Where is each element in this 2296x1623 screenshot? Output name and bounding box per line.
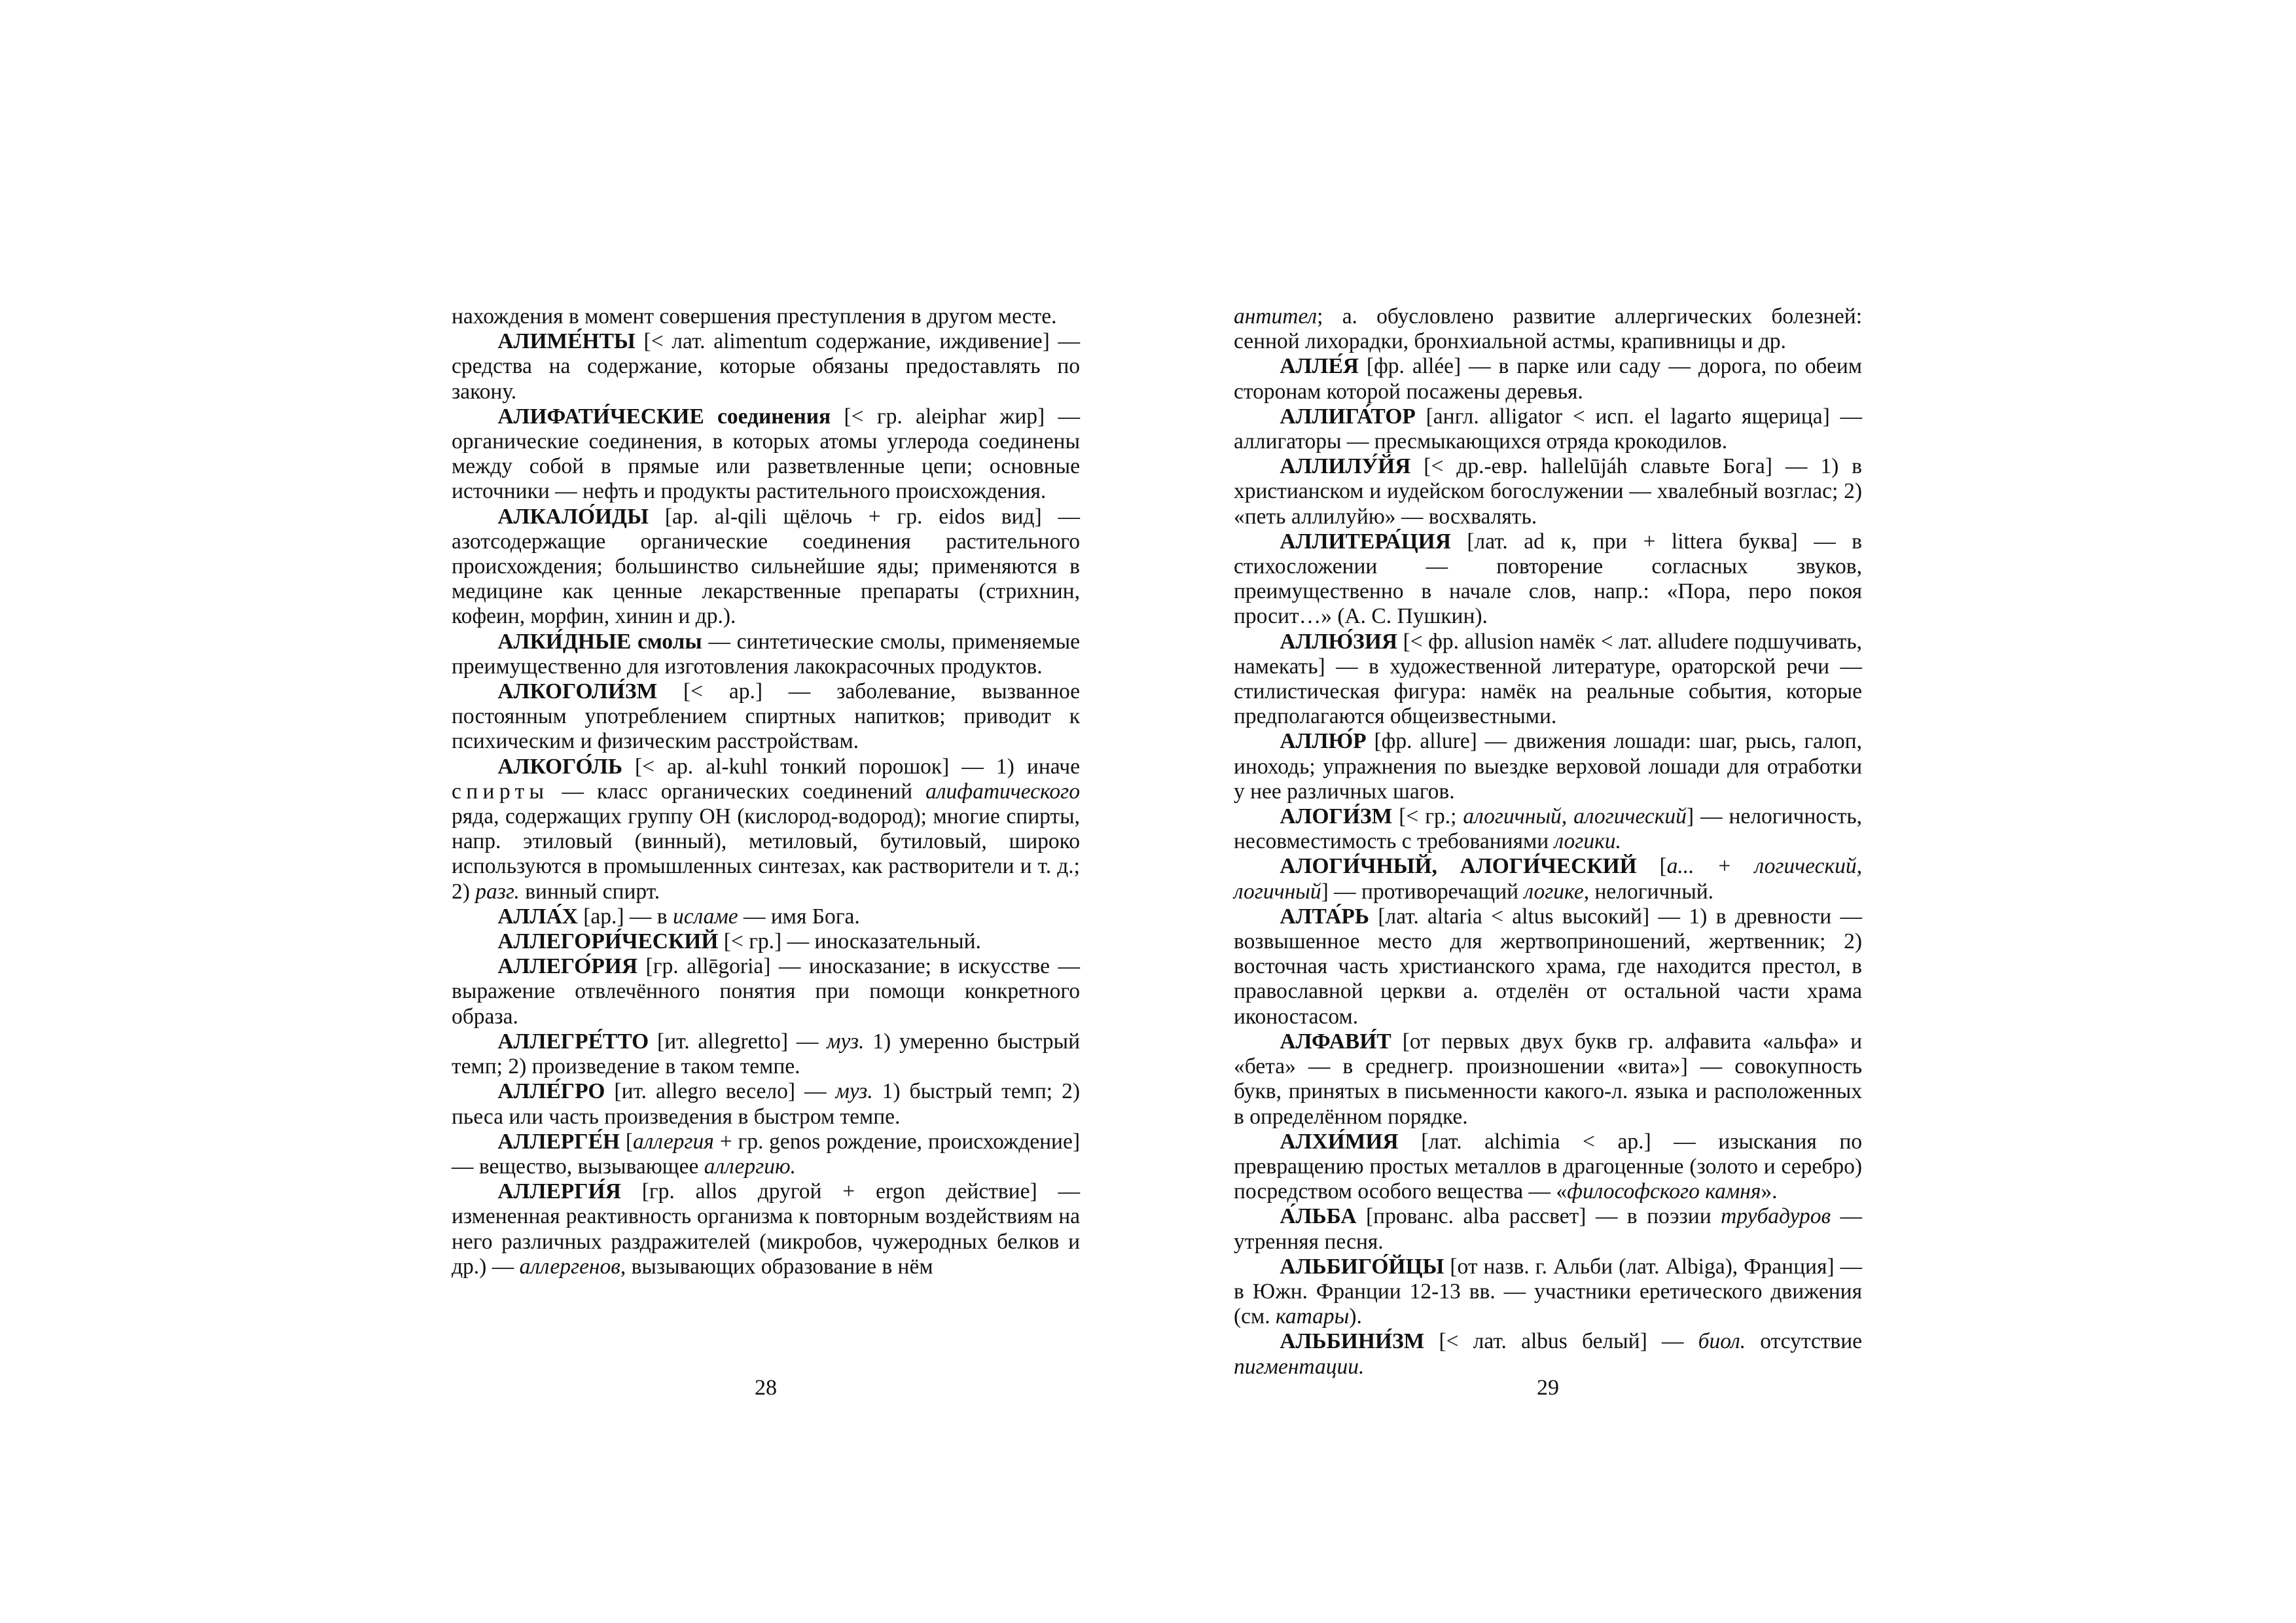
dictionary-entry	[1234, 454, 1862, 529]
entry-text: 1) умеренно быстрый темп; 2) произведение в таком темпе.	[452, 1029, 1080, 1079]
dictionary-entry	[452, 679, 1080, 755]
italic-text: трубадуров	[1721, 1204, 1831, 1229]
headword: АЛИФАТИ́ЧЕСКИЕ соединения	[497, 404, 831, 429]
entry-text: , нелогичный.	[1583, 879, 1714, 904]
entry-text: ).	[1349, 1304, 1362, 1329]
headword: АЛЛЕГРЕ́ТТО	[497, 1029, 649, 1054]
dictionary-entry	[1234, 1029, 1862, 1130]
right-page-text	[1234, 304, 1862, 1380]
headword: АЛТА́РЬ	[1280, 904, 1369, 929]
headword: АЛЛЕГОРИ́ЧЕСКИЙ	[497, 929, 719, 954]
entry-text: 1) быстрый темп; 2) пьеса или часть произведения в быстром темпе.	[452, 1079, 1080, 1129]
spaced-text: спирты	[452, 779, 549, 804]
dictionary-entry	[452, 929, 1080, 954]
dictionary-entry	[452, 630, 1080, 679]
entry-text: [< гр.;	[1392, 804, 1463, 829]
dictionary-entry	[1234, 854, 1862, 904]
headword: АЛИМЕ́НТЫ	[497, 329, 636, 354]
italic-text: алогичный, алогический	[1463, 804, 1687, 829]
entry-text: [фр. allée] — в парке или саду — дорога, по обеим сторонам которой посажены деревья.	[1234, 354, 1862, 404]
headword: АЛЛЮ́Р	[1280, 729, 1367, 754]
italic-text: разг.	[475, 879, 520, 904]
headword: АЛЛЕ́ГРО	[497, 1079, 605, 1104]
entry-text: [< гр.] — иносказательный.	[718, 929, 981, 954]
headword: АЛФАВИ́Т	[1280, 1029, 1391, 1054]
dictionary-entry	[452, 505, 1080, 630]
entry-text: ».	[1761, 1179, 1778, 1204]
dictionary-entry	[452, 329, 1080, 404]
dictionary-entry	[1234, 354, 1862, 404]
entry-continuation	[1234, 304, 1862, 354]
page-number: 29	[1537, 1376, 1559, 1400]
headword: АЛЛЕРГЕ́Н	[497, 1129, 620, 1154]
headword: АЛЛЮ́ЗИЯ	[1280, 629, 1398, 654]
italic-text: аллергию.	[704, 1154, 796, 1179]
entry-text: [< др.-евр. hallelūjáh славьте Бога] — 1) в христианском и иудейском богослужении — хвалебный возглас; 2) «петь аллилуйю» — восхвалять.	[1234, 454, 1862, 529]
headword: АЛЛЕРГИ́Я	[497, 1179, 621, 1204]
dictionary-entry	[452, 1079, 1080, 1129]
headword: АЛЛИТЕРА́ЦИЯ	[1280, 529, 1451, 554]
entry-text: [< ар.] — заболевание, вызванное постоянным употреблением спиртных напитков; приводит к психическим и физическим расстройствам.	[452, 679, 1080, 754]
entry-continuation	[452, 304, 1080, 329]
italic-text: аллергия	[633, 1129, 714, 1154]
entry-text: [лат. ad к, при + littera буква] — в стихосложении — повторение согласных звуков, преимущественно в начале слов, напр.: «Пора, перо покоя просит…» (А. С. Пушкин).	[1234, 529, 1862, 629]
entry-text: [< лат. albus белый] —	[1424, 1329, 1698, 1354]
headword: АЛКАЛО́ИДЫ	[497, 504, 649, 529]
dictionary-entry	[1234, 1204, 1862, 1254]
italic-text: исламе	[672, 904, 738, 929]
dictionary-entry	[452, 404, 1080, 505]
italic-text: муз.	[827, 1029, 865, 1054]
italic-text: муз.	[835, 1079, 873, 1104]
entry-text: [лат. alchimia < ар.] — изыскания по превращению простых металлов в драгоценные (золото и серебро) посредством особого вещества — «	[1234, 1129, 1862, 1204]
dictionary-entry	[1234, 404, 1862, 454]
italic-text: философского камня	[1567, 1179, 1761, 1204]
headword: АЛОГИ́ЗМ	[1280, 804, 1393, 829]
entry-text: — класс органических соединений	[548, 779, 926, 804]
entry-text: [англ. alligator < исп. el lagarto ящерица] — аллигаторы — пресмыкающихся отряда крокодилов.	[1234, 404, 1862, 454]
dictionary-entry	[1234, 729, 1862, 804]
dictionary-entry	[1234, 529, 1862, 630]
dictionary-entry	[452, 954, 1080, 1029]
dictionary-entry	[452, 1179, 1080, 1279]
entry-text: [< гр. aleiphar жир] — органические соединения, в которых атомы углерода соединены между собой в прямые или разветвленные цепи; основные источники — нефть и продукты растительного происхождения.	[452, 404, 1080, 504]
entry-text: [ар.] — в	[577, 904, 673, 929]
headword: АЛОГИ́ЧНЫЙ, АЛОГИ́ЧЕСКИЙ	[1280, 854, 1637, 879]
entry-text: [лат. altaria < altus высокий] — 1) в древности — возвышенное место для жертвоприношений, жертвенник; 2) восточная часть христианского храма, где находится престол, в православной церкви а. отделён от остальной части храма иконостасом.	[1234, 904, 1862, 1029]
entry-text: винный спирт.	[519, 879, 660, 904]
dictionary-entry	[1234, 1255, 1862, 1330]
entry-text: [прованс. alba рассвет] — в поэзии	[1356, 1204, 1721, 1229]
italic-text: аллергенов	[519, 1254, 620, 1279]
dictionary-entry	[1234, 630, 1862, 730]
headword: АЛЛЕ́Я	[1280, 354, 1359, 379]
dictionary-entry	[452, 1029, 1080, 1079]
entry-text: [	[1636, 854, 1667, 879]
entry-text: + гр. genos рождение, происхождение] — вещество, вызывающее	[452, 1129, 1081, 1179]
entry-text: [< лат. alimentum содержание, иждивение] — средства на содержание, которые обязаны предоставлять по закону.	[452, 329, 1080, 404]
entry-text: , вызывающих образование в нём	[620, 1254, 933, 1279]
entry-text: [фр. allure] — движения лошади: шаг, рысь, галоп, иноходь; упражнения по выездке верховой лошади для отработки у нее различных шагов.	[1234, 729, 1862, 804]
entry-text: [< ар. al-kuhl тонкий порошок] — 1) иначе	[622, 754, 1080, 779]
entry-text: — утренняя песня.	[1234, 1204, 1863, 1254]
entry-text: [	[619, 1129, 634, 1154]
headword: АЛЬБИНИ́ЗМ	[1280, 1329, 1425, 1354]
page-number: 28	[755, 1376, 777, 1400]
entry-text: [ит. allegretto] —	[649, 1029, 827, 1054]
headword: АЛКИ́ДНЫЕ смолы	[497, 629, 702, 654]
entry-text: [< фр. allusion намёк < лат. alludere подшучивать, намекать] — в художественной литературе, ораторской речи — стилистическая фигура: намёк на реальные события, которые предполагаются общеизвестными.	[1234, 629, 1862, 729]
italic-text: логики.	[1554, 829, 1621, 854]
entry-text: [от первых двух букв гр. алфавита «альфа» и «бета» — в среднегр. произношении «вита»] — совокупность букв, принятых в письменности какого-л. языка и расположенных в определённом порядке.	[1234, 1029, 1862, 1129]
italic-text: а... + логический, логичный	[1234, 854, 1862, 904]
headword: АЛХИ́МИЯ	[1280, 1129, 1399, 1154]
entry-text: ; а. обусловлено развитие аллергических болезней: сенной лихорадки, бронхиальной астмы, крапивницы и др.	[1234, 304, 1862, 354]
dictionary-entry	[1234, 904, 1862, 1029]
left-page	[452, 304, 1080, 1417]
dictionary-entry	[1234, 1329, 1862, 1379]
entry-text: [ар. al-qili щёлочь + гр. eidos вид] — азотсодержащие органические соединения растительного происхождения; большинство сильнейшие яды; применяются в медицине как ценные лекарственные препараты (стрихнин, кофеин, морфин, хинин и др.).	[452, 504, 1080, 629]
entry-text: [гр. allēgoria] — иносказание; в искусстве — выражение отвлечённого понятия при помощи конкретного образа.	[452, 954, 1080, 1029]
headword: АЛЛИЛУ́ЙЯ	[1280, 454, 1411, 479]
dictionary-entry	[1234, 1130, 1862, 1205]
entry-text: ] — нелогичность, несовместимость с требованиями	[1234, 804, 1862, 854]
italic-text: антител	[1234, 304, 1318, 329]
headword: АЛЛЕГО́РИЯ	[497, 954, 638, 979]
dictionary-entry	[452, 1130, 1080, 1179]
dictionary-entry	[452, 904, 1080, 929]
entry-text: [ит. allegro весело] —	[605, 1079, 836, 1104]
headword: А́ЛЬБА	[1280, 1204, 1357, 1229]
italic-text: логике	[1524, 879, 1584, 904]
left-page-text	[452, 304, 1080, 1279]
dictionary-entry	[1234, 804, 1862, 854]
italic-text: пигментации.	[1234, 1354, 1365, 1379]
headword: АЛЛА́Х	[497, 904, 578, 929]
italic-text: катары	[1275, 1304, 1350, 1329]
right-page	[1234, 304, 1862, 1417]
italic-text: биол.	[1698, 1329, 1746, 1354]
entry-text: ряда, содержащих группу OH (кислород-водород); многие спирты, напр. этиловый (винный), метиловый, бутиловый, широко используются в промышленных синтезах, как растворители и т. д.; 2)	[452, 804, 1080, 904]
entry-text: [гр. allos другой + ergon действие] — измененная реактивность организма к повторным воздействиям на него различных раздражителей (микробов, чужеродных белков и др.) —	[452, 1179, 1080, 1279]
headword: АЛКОГОЛИ́ЗМ	[497, 679, 658, 704]
entry-text: отсутствие	[1746, 1329, 1862, 1354]
entry-text: [от назв. г. Альби (лат. Albiga), Франция] — в Южн. Франции 12-13 вв. — участники еретического движения (см.	[1234, 1254, 1862, 1329]
dictionary-entry	[452, 755, 1080, 904]
entry-text: ] — противоречащий	[1321, 879, 1524, 904]
entry-text: нахождения в момент совершения преступления в другом месте.	[452, 304, 1057, 329]
entry-text: — синтетические смолы, применяемые преимущественно для изготовления лакокрасочных продуктов.	[452, 629, 1080, 679]
italic-text: алифатического	[925, 779, 1080, 804]
headword: АЛКОГО́ЛЬ	[497, 754, 622, 779]
headword: АЛЛИГА́ТОР	[1280, 404, 1416, 429]
headword: АЛЬБИГО́ЙЦЫ	[1280, 1254, 1444, 1279]
entry-text: — имя Бога.	[738, 904, 860, 929]
